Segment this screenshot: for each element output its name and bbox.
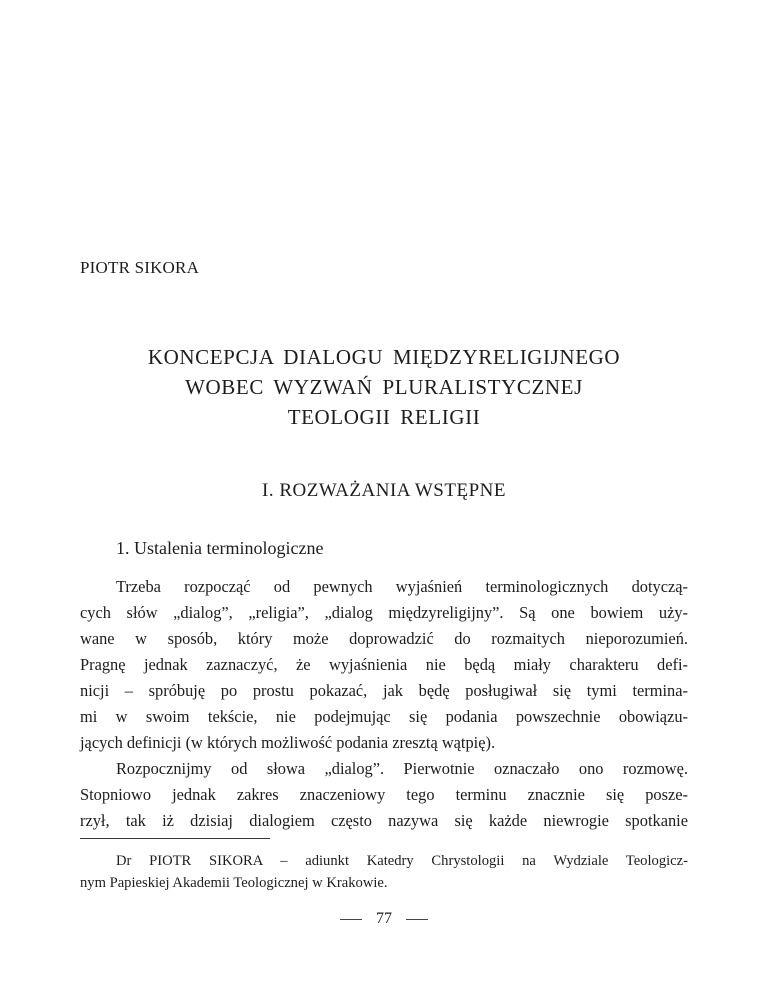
title-line: WOBEC WYZWAŃ PLURALISTYCZNEJ bbox=[185, 375, 583, 399]
body-line: Stopniowo jednak zakres znaczeniowy tego terminu znacznie się posze- bbox=[80, 785, 688, 804]
footnote-line: nym Papieskiej Akademii Teologicznej w Krakowie. bbox=[80, 875, 388, 891]
author-name: PIOTR SIKORA bbox=[80, 258, 200, 277]
body-text bbox=[80, 574, 688, 834]
footnote-divider bbox=[80, 838, 270, 839]
footnote bbox=[80, 850, 688, 894]
title-line: TEOLOGII RELIGII bbox=[287, 405, 481, 429]
body-line: cych słów „dialog”, „religia”, „dialog międzyreligijny”. Są one bowiem uży- bbox=[80, 603, 688, 622]
body-line: Rozpocznijmy od słowa „dialog”. Pierwotnie oznaczało ono rozmowę. bbox=[116, 759, 688, 778]
page-number-value: 77 bbox=[376, 910, 392, 927]
title-line: KONCEPCJA DIALOGU MIĘDZYRELIGIJNEGO bbox=[147, 345, 621, 369]
dash-right bbox=[406, 919, 428, 920]
article-title bbox=[80, 342, 688, 432]
footnote-line: Dr PIOTR SIKORA – adiunkt Katedry Chrystologii na Wydziale Teologicz- bbox=[116, 853, 688, 869]
body-line: jących definicji (w których możliwość podania zresztą wątpię). bbox=[80, 733, 496, 752]
body-line: nicji – spróbuję po prostu pokazać, jak będę posługiwał się tymi termina- bbox=[80, 681, 688, 700]
body-line: Trzeba rozpocząć od pewnych wyjaśnień terminologicznych dotyczą- bbox=[116, 577, 688, 596]
body-line: mi w swoim tekście, nie podejmując się podania powszechnie obowiązu- bbox=[80, 707, 688, 726]
subsection-heading: 1. Ustalenia terminologiczne bbox=[116, 538, 324, 558]
body-line: rzył, tak iż dzisiaj dialogiem często nazywa się każde niewrogie spotkanie bbox=[80, 811, 688, 830]
body-line: Pragnę jednak zaznaczyć, że wyjaśnienia nie będą miały charakteru defi- bbox=[80, 655, 688, 674]
body-line: wane w sposób, który może doprowadzić do rozmaitych nieporozumień. bbox=[80, 629, 688, 648]
section-heading: I. ROZWAŻANIA WSTĘPNE bbox=[262, 480, 506, 501]
dash-left bbox=[340, 919, 362, 920]
page-number bbox=[80, 910, 688, 928]
